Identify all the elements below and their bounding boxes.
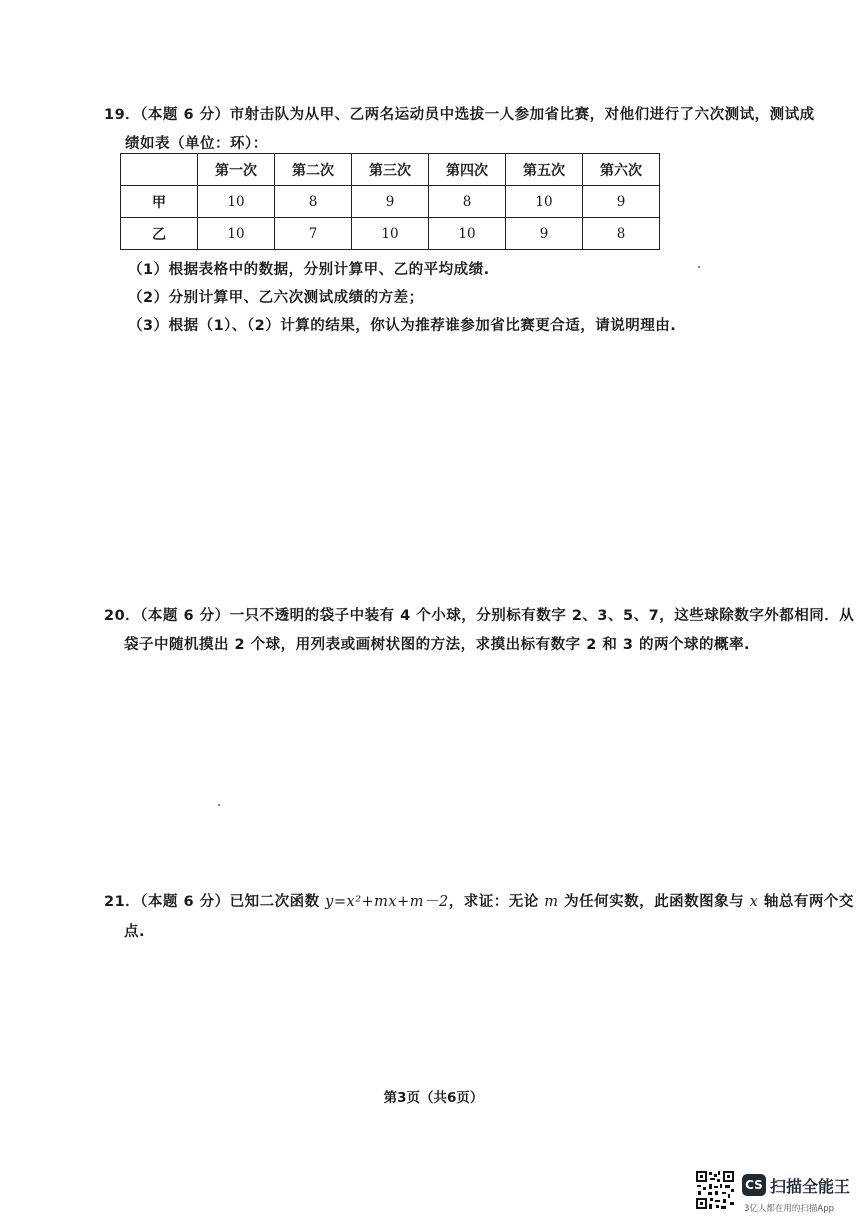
- q21-prefix: 21．（本题 6 分）已知二次函数: [104, 894, 326, 910]
- table-cell: 10: [429, 218, 506, 250]
- table-header-row: [121, 154, 660, 186]
- q21-var-m: m: [544, 894, 559, 910]
- q20-text-line1: 20．（本题 6 分）一只不透明的袋子中装有 4 个小球，分别标有数字 2、3、5、7，这些球除数字外都相同．从: [104, 608, 855, 624]
- table-cell: 7: [275, 218, 352, 250]
- camscanner-logo-text: CS: [745, 1178, 763, 1192]
- scanner-brand-tagline: 3亿人都在用的扫描App: [744, 1204, 835, 1214]
- table-header-cell: 第四次: [429, 154, 506, 186]
- q21-formula: y=x²+mx+m－2: [325, 894, 449, 910]
- table-cell: 8: [275, 186, 352, 218]
- score-table: [120, 153, 660, 250]
- q21-text-line2: 点.: [124, 924, 146, 940]
- camscanner-logo-icon: [742, 1174, 766, 1196]
- page-number: 第3页（共6页）: [383, 1090, 484, 1106]
- table-cell: 9: [506, 218, 583, 250]
- table-cell: 9: [583, 186, 660, 218]
- table-header-cell: 第一次: [198, 154, 275, 186]
- table-header-cell: 第六次: [583, 154, 660, 186]
- table-row: [121, 218, 660, 250]
- q20-text-line2: 袋子中随机摸出 2 个球，用列表或画树状图的方法，求摸出标有数字 2 和 3 的两个球的概率.: [124, 637, 751, 653]
- table-header-cell: 第二次: [275, 154, 352, 186]
- q19-part1: （1）根据表格中的数据，分别计算甲、乙的平均成绩.: [128, 262, 490, 278]
- q19-part3: （3）根据（1）、（2）计算的结果，你认为推荐谁参加省比赛更合适，请说明理由.: [128, 318, 677, 334]
- row-label-yi: 乙: [121, 218, 198, 250]
- q21-mid2: 为任何实数，此函数图象与: [558, 894, 750, 910]
- q21-text-line1: [104, 890, 854, 911]
- table-cell: 10: [352, 218, 429, 250]
- scan-speck: [698, 266, 700, 268]
- qr-code-icon: [695, 1170, 735, 1210]
- table-cell: 8: [583, 218, 660, 250]
- q21-suffix: 轴总有两个交: [758, 894, 854, 910]
- table-header-cell: 第三次: [352, 154, 429, 186]
- q21-var-x: x: [749, 894, 759, 910]
- table-cell: 10: [506, 186, 583, 218]
- q19-text-line2: 绩如表（单位：环）：: [125, 136, 268, 152]
- table-header-cell: [121, 154, 198, 186]
- table-cell: 10: [198, 186, 275, 218]
- row-label-jia: 甲: [121, 186, 198, 218]
- table-cell: 8: [429, 186, 506, 218]
- q19-text-line1: 19．（本题 6 分）市射击队为从甲、乙两名运动员中选拔一人参加省比赛，对他们进行了六次测试，测试成: [104, 107, 815, 123]
- q19-part2: （2）分别计算甲、乙六次测试成绩的方差；: [128, 290, 424, 306]
- table-cell: 9: [352, 186, 429, 218]
- q21-mid: ，求证：无论: [448, 894, 545, 910]
- scan-speck: [218, 804, 220, 806]
- table-cell: 10: [198, 218, 275, 250]
- table-row: [121, 186, 660, 218]
- scanner-brand-name: 扫描全能王: [770, 1177, 851, 1196]
- table-header-cell: 第五次: [506, 154, 583, 186]
